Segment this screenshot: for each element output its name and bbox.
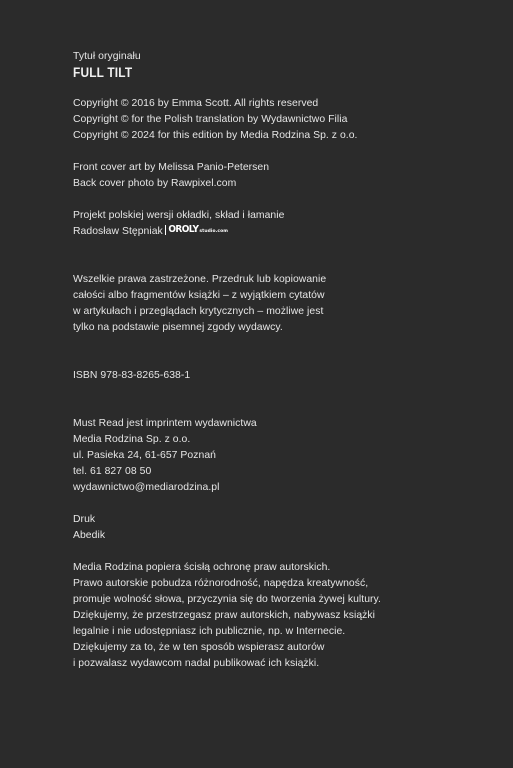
front-cover-credit: Front cover art by Melissa Panio-Petersen [73, 162, 270, 173]
copyright-block [73, 96, 493, 144]
cover-credits-block [73, 160, 493, 192]
designer-name: Radosław Stępniak [73, 226, 163, 237]
original-title-block [73, 49, 493, 79]
support-line: legalnie i nie udostępniasz ich publicznie, np. w Internecie. [73, 626, 346, 637]
rights-line: całości albo fragmentów książki – z wyjątkiem cytatów [73, 290, 325, 301]
back-cover-credit: Back cover photo by Rawpixel.com [73, 178, 237, 189]
copyright-support-block [73, 560, 493, 672]
support-line: Media Rodzina popiera ścisłą ochronę praw autorskich. [73, 562, 331, 573]
studio-logo [165, 225, 228, 235]
studio-logo-brand: OROLY [168, 224, 199, 236]
support-line: i pozwalasz wydawcom nadal publikować ich książki. [73, 658, 320, 669]
publisher-block [73, 416, 493, 496]
print-block [73, 512, 493, 544]
rights-line: tylko na podstawie pisemnej zgody wydawcy. [73, 322, 283, 333]
rights-notice-block [73, 272, 493, 336]
publisher-phone: tel. 61 827 08 50 [73, 466, 152, 477]
copyright-line: Copyright © for the Polish translation by Wydawnictwo Filia [73, 114, 348, 125]
printer-name: Abedik [73, 530, 106, 541]
rights-line: w artykułach i przeglądach krytycznych – możliwe jest [73, 306, 324, 317]
publisher-address: ul. Pasieka 24, 61-657 Poznań [73, 450, 216, 461]
design-credits-block [73, 208, 493, 240]
logo-separator [165, 225, 167, 235]
rights-line: Wszelkie prawa zastrzeżone. Przedruk lub kopiowanie [73, 274, 327, 285]
copyright-line: Copyright © 2016 by Emma Scott. All rights reserved [73, 98, 319, 109]
publisher-email: wydawnictwo@mediarodzina.pl [73, 482, 220, 493]
original-title-label: Tytuł oryginału [73, 51, 141, 62]
design-credit-line: Projekt polskiej wersji okładki, skład i łamanie [73, 210, 285, 221]
print-label: Druk [73, 514, 96, 525]
isbn: ISBN 978-83-8265-638-1 [73, 370, 191, 381]
publisher-name: Media Rodzina Sp. z o.o. [73, 434, 191, 445]
support-line: Dziękujemy za to, że w ten sposób wspierasz autorów [73, 642, 325, 653]
isbn-block [73, 368, 493, 384]
studio-logo-suffix: studio.com [199, 229, 228, 234]
support-line: promuje wolność słowa, przyczynia się do tworzenia żywej kultury. [73, 594, 381, 605]
copyright-line: Copyright © 2024 for this edition by Media Rodzina Sp. z o.o. [73, 130, 358, 141]
designer-line [73, 224, 493, 240]
publisher-line: Must Read jest imprintem wydawnictwa [73, 418, 257, 429]
support-line: Dziękujemy, że przestrzegasz praw autorskich, nabywasz książki [73, 610, 376, 621]
copyright-page [73, 49, 493, 672]
original-title: FULL TILT [73, 64, 133, 80]
support-line: Prawo autorskie pobudza różnorodność, napędza kreatywność, [73, 578, 369, 589]
